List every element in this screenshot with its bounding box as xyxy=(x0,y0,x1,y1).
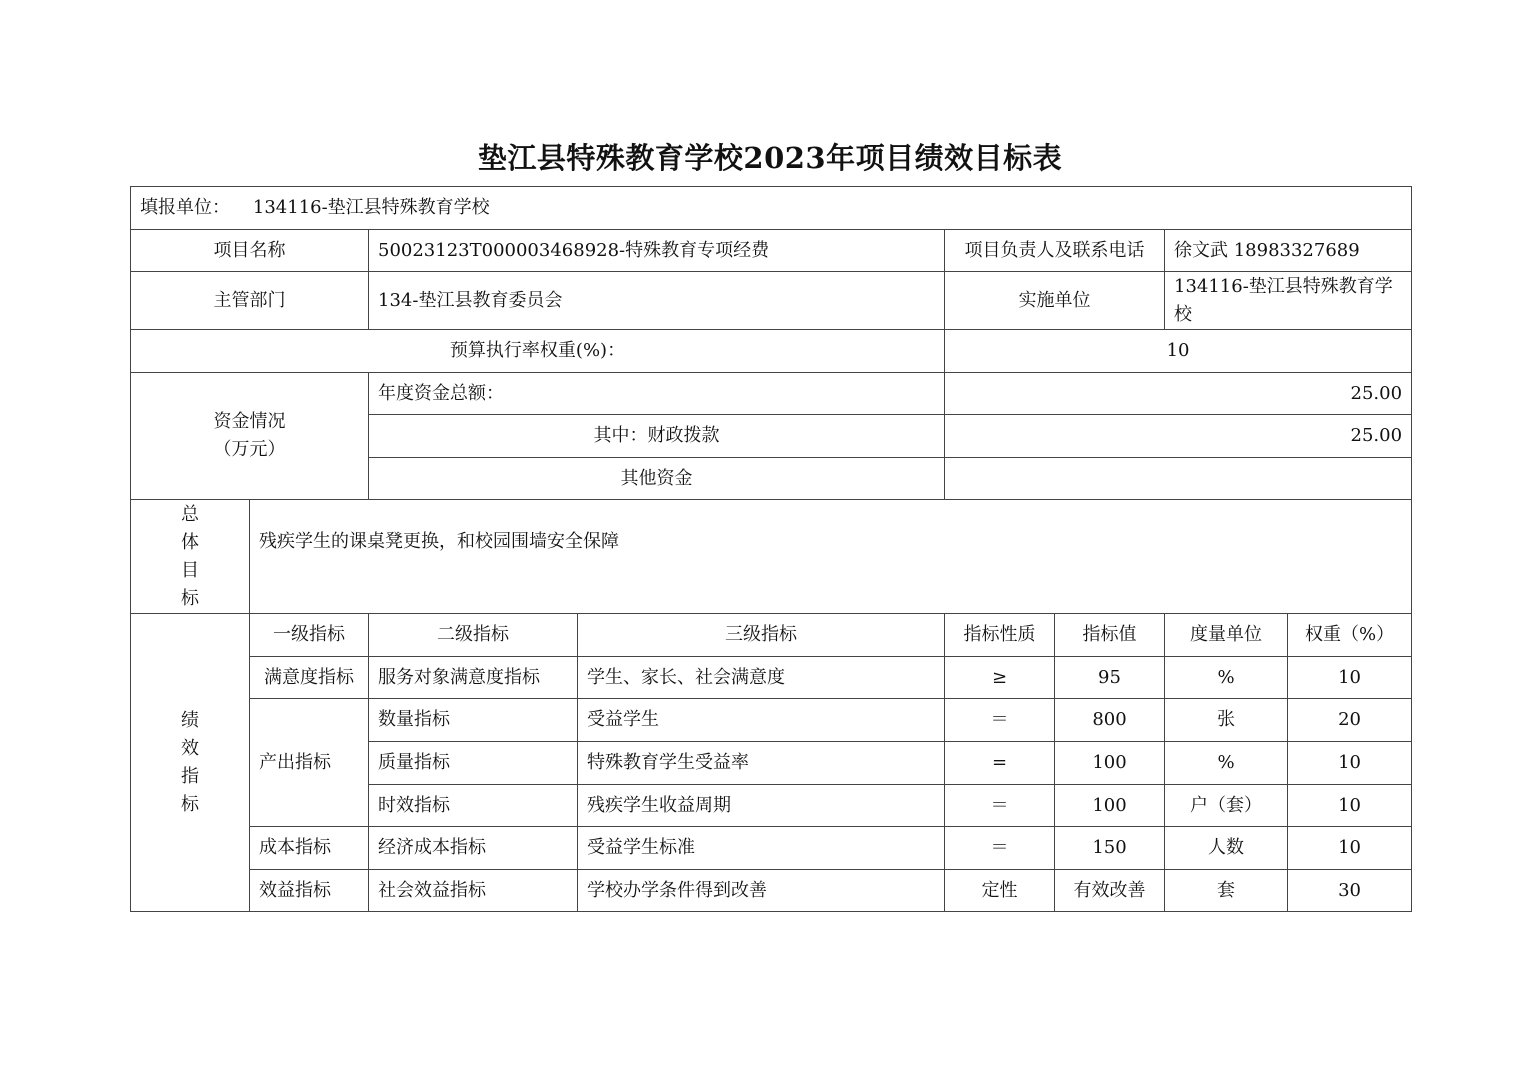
value-cell: 有效改善 xyxy=(1055,870,1165,912)
value-cell: 100 xyxy=(1055,785,1165,827)
level1-cell: 成本指标 xyxy=(250,827,369,870)
weight-cell: 10 xyxy=(1288,827,1412,870)
level2-cell: 时效指标 xyxy=(369,785,578,827)
nature-cell: ≥ xyxy=(945,657,1055,699)
overall-goal-char: 总 xyxy=(181,503,199,525)
nature-cell: = xyxy=(945,742,1055,785)
project-name-label: 项目名称 xyxy=(131,230,369,272)
overall-goal-char: 标 xyxy=(181,587,199,609)
overall-goal-char: 目 xyxy=(181,559,199,581)
column-header: 度量单位 xyxy=(1165,614,1288,657)
funds-total-value: 25.00 xyxy=(945,373,1412,415)
indicators-label-char: 标 xyxy=(181,793,199,815)
level1-cell: 产出指标 xyxy=(250,699,369,827)
level1-cell: 效益指标 xyxy=(250,870,369,912)
project-name-value: 50023123T000003468928-特殊教育专项经费 xyxy=(369,230,945,272)
implementing-unit-value: 134116-垫江县特殊教育学校 xyxy=(1165,272,1412,330)
column-header: 二级指标 xyxy=(369,614,578,657)
weight-cell: 30 xyxy=(1288,870,1412,912)
funds-total-row xyxy=(131,373,1412,415)
performance-table xyxy=(130,186,1412,912)
overall-goal-text: 残疾学生的课桌凳更换，和校园围墙安全保障 xyxy=(250,500,1412,614)
nature-cell: ＝ xyxy=(945,827,1055,870)
value-cell: 100 xyxy=(1055,742,1165,785)
level2-cell: 经济成本指标 xyxy=(369,827,578,870)
indicators-label-char: 绩 xyxy=(181,709,199,731)
level1-cell: 满意度指标 xyxy=(250,657,369,699)
budget-rate-row xyxy=(131,330,1412,373)
value-cell: 95 xyxy=(1055,657,1165,699)
table-row xyxy=(131,657,1412,699)
funds-other-value xyxy=(945,458,1412,500)
project-contact-value: 徐文武 18983327689 xyxy=(1165,230,1412,272)
column-header: 权重（%） xyxy=(1288,614,1412,657)
level2-cell: 质量指标 xyxy=(369,742,578,785)
overall-goal-label xyxy=(131,500,250,614)
header-row xyxy=(131,187,1412,230)
reporting-unit-label: 填报单位： xyxy=(140,197,230,218)
reporting-unit-value: 134116-垫江县特殊教育学校 xyxy=(252,197,490,218)
level3-cell: 特殊教育学生受益率 xyxy=(578,742,945,785)
project-contact-label: 项目负责人及联系电话 xyxy=(945,230,1165,272)
level2-cell: 数量指标 xyxy=(369,699,578,742)
weight-cell: 10 xyxy=(1288,742,1412,785)
weight-cell: 10 xyxy=(1288,657,1412,699)
funds-fiscal-value: 25.00 xyxy=(945,415,1412,458)
funds-other-label: 其他资金 xyxy=(369,458,945,500)
overall-goal-row xyxy=(131,500,1412,614)
department-value: 134-垫江县教育委员会 xyxy=(369,272,945,330)
budget-rate-value: 10 xyxy=(945,330,1412,373)
weight-cell: 10 xyxy=(1288,785,1412,827)
column-header: 三级指标 xyxy=(578,614,945,657)
level2-cell: 社会效益指标 xyxy=(369,870,578,912)
funds-total-label: 年度资金总额： xyxy=(369,373,945,415)
unit-cell: 人数 xyxy=(1165,827,1288,870)
column-header: 指标性质 xyxy=(945,614,1055,657)
weight-cell: 20 xyxy=(1288,699,1412,742)
unit-cell: % xyxy=(1165,742,1288,785)
indicator-header-row xyxy=(131,614,1412,657)
value-cell: 800 xyxy=(1055,699,1165,742)
column-header: 指标值 xyxy=(1055,614,1165,657)
indicators-label-char: 效 xyxy=(181,737,199,759)
reporting-unit-cell xyxy=(131,187,1412,230)
project-name-row xyxy=(131,230,1412,272)
indicators-label-char: 指 xyxy=(181,765,199,787)
implementing-unit-label: 实施单位 xyxy=(945,272,1165,330)
nature-cell: ＝ xyxy=(945,785,1055,827)
funds-label-line1: 资金情况 xyxy=(213,411,286,432)
department-row xyxy=(131,272,1412,330)
level2-cell: 服务对象满意度指标 xyxy=(369,657,578,699)
unit-cell: 户（套） xyxy=(1165,785,1288,827)
level3-cell: 受益学生标准 xyxy=(578,827,945,870)
level3-cell: 学校办学条件得到改善 xyxy=(578,870,945,912)
table-row xyxy=(131,699,1412,742)
funds-fiscal-label: 其中：财政拨款 xyxy=(369,415,945,458)
indicators-label xyxy=(131,614,250,912)
nature-cell: 定性 xyxy=(945,870,1055,912)
page-title: 垫江县特殊教育学校2023年项目绩效目标表 xyxy=(477,141,1063,175)
funds-label-line2: （万元） xyxy=(213,439,286,460)
funds-label xyxy=(131,373,369,500)
column-header: 一级指标 xyxy=(250,614,369,657)
table-row xyxy=(131,870,1412,912)
value-cell: 150 xyxy=(1055,827,1165,870)
table-row xyxy=(131,827,1412,870)
unit-cell: % xyxy=(1165,657,1288,699)
level3-cell: 受益学生 xyxy=(578,699,945,742)
level3-cell: 学生、家长、社会满意度 xyxy=(578,657,945,699)
unit-cell: 套 xyxy=(1165,870,1288,912)
overall-goal-char: 体 xyxy=(181,531,199,553)
level3-cell: 残疾学生收益周期 xyxy=(578,785,945,827)
budget-rate-label: 预算执行率权重(%)： xyxy=(131,330,945,373)
nature-cell: ＝ xyxy=(945,699,1055,742)
department-label: 主管部门 xyxy=(131,272,369,330)
unit-cell: 张 xyxy=(1165,699,1288,742)
